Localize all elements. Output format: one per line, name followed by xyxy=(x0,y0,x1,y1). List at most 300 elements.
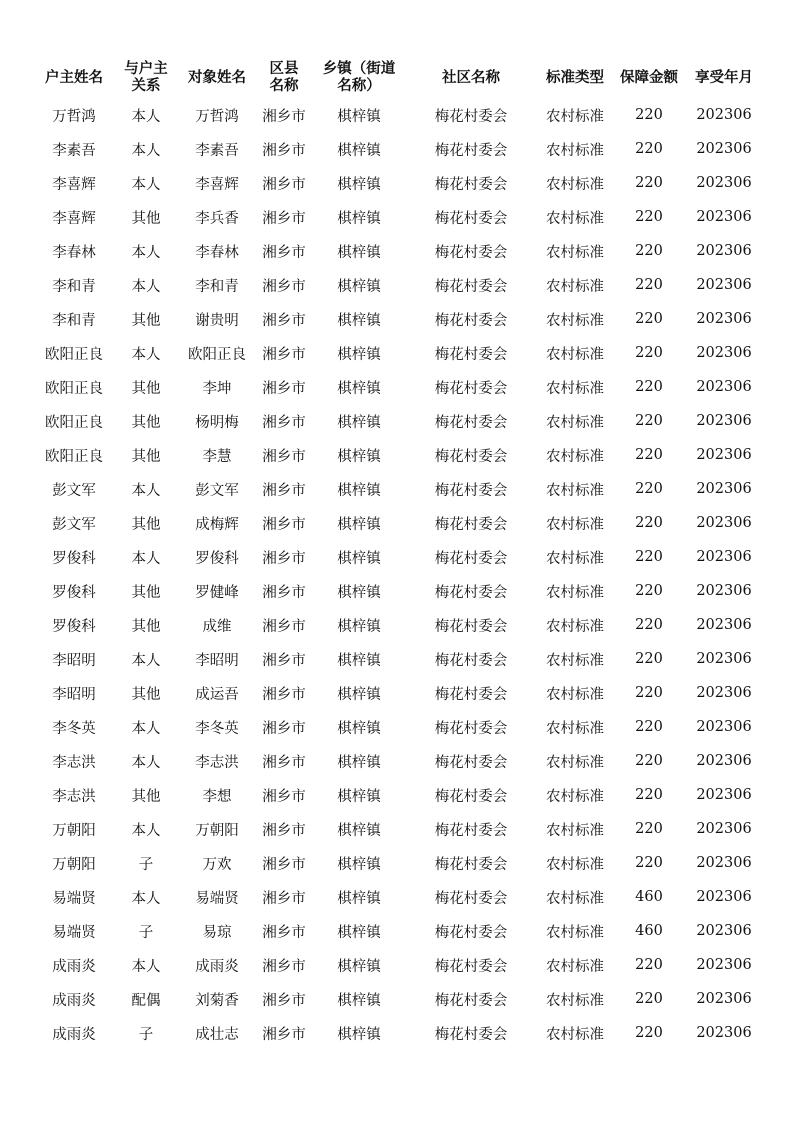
cell-county: 湘乡市 xyxy=(262,924,306,941)
cell-household-head-name: 李素吾 xyxy=(52,142,96,159)
cell-township: 棋梓镇 xyxy=(337,414,381,431)
cell-recipient-name: 易琼 xyxy=(202,924,232,941)
cell-household-head-name: 李喜辉 xyxy=(52,176,96,193)
cell-township: 棋梓镇 xyxy=(337,992,381,1009)
cell-community: 梅花村委会 xyxy=(434,244,508,261)
cell-amount: 220 xyxy=(635,1025,663,1041)
cell-township: 棋梓镇 xyxy=(337,312,381,329)
cell-community: 梅花村委会 xyxy=(434,958,508,975)
cell-standard-type: 农村标准 xyxy=(546,312,604,329)
cell-standard-type: 农村标准 xyxy=(546,1026,604,1043)
cell-county: 湘乡市 xyxy=(262,788,306,805)
cell-recipient-name: 刘菊香 xyxy=(195,992,239,1009)
cell-period: 202306 xyxy=(696,175,752,191)
cell-recipient-name: 李和青 xyxy=(195,278,239,295)
cell-recipient-name: 李昭明 xyxy=(195,652,239,669)
cell-township: 棋梓镇 xyxy=(337,618,381,635)
table-body xyxy=(38,98,760,1050)
cell-community: 梅花村委会 xyxy=(434,720,508,737)
cell-standard-type: 农村标准 xyxy=(546,346,604,363)
cell-community: 梅花村委会 xyxy=(434,584,508,601)
cell-community: 梅花村委会 xyxy=(434,550,508,567)
cell-recipient-name: 成壮志 xyxy=(195,1026,239,1043)
cell-period: 202306 xyxy=(696,651,752,667)
cell-county: 湘乡市 xyxy=(262,278,306,295)
cell-household-head-name: 彭文军 xyxy=(52,482,96,499)
cell-recipient-name: 李慧 xyxy=(202,448,232,465)
cell-county: 湘乡市 xyxy=(262,380,306,397)
cell-township: 棋梓镇 xyxy=(337,720,381,737)
header-county xyxy=(252,58,316,98)
cell-community: 梅花村委会 xyxy=(434,482,508,499)
cell-period: 202306 xyxy=(696,957,752,973)
cell-community: 梅花村委会 xyxy=(434,516,508,533)
cell-township: 棋梓镇 xyxy=(337,346,381,363)
cell-amount: 220 xyxy=(635,277,663,293)
cell-community: 梅花村委会 xyxy=(434,210,508,227)
cell-community: 梅花村委会 xyxy=(434,414,508,431)
header-amount xyxy=(610,58,688,98)
cell-county: 湘乡市 xyxy=(262,210,306,227)
table-row xyxy=(38,948,760,982)
cell-standard-type: 农村标准 xyxy=(546,890,604,907)
cell-community: 梅花村委会 xyxy=(434,142,508,159)
cell-recipient-name: 成维 xyxy=(202,618,232,635)
cell-relationship: 其他 xyxy=(131,210,161,227)
cell-household-head-name: 彭文军 xyxy=(52,516,96,533)
cell-relationship: 其他 xyxy=(131,686,161,703)
cell-county: 湘乡市 xyxy=(262,142,306,159)
cell-period: 202306 xyxy=(696,345,752,361)
cell-period: 202306 xyxy=(696,855,752,871)
cell-recipient-name: 罗健峰 xyxy=(195,584,239,601)
cell-amount: 220 xyxy=(635,481,663,497)
cell-household-head-name: 罗俊科 xyxy=(52,618,96,635)
header-relationship xyxy=(110,58,182,98)
cell-standard-type: 农村标准 xyxy=(546,482,604,499)
header-community-line: 社区名称 xyxy=(442,69,500,86)
cell-household-head-name: 万朝阳 xyxy=(52,822,96,839)
cell-household-head-name: 欧阳正良 xyxy=(45,414,103,431)
cell-period: 202306 xyxy=(696,821,752,837)
table-row xyxy=(38,608,760,642)
cell-period: 202306 xyxy=(696,107,752,123)
cell-amount: 220 xyxy=(635,175,663,191)
cell-county: 湘乡市 xyxy=(262,686,306,703)
cell-relationship: 本人 xyxy=(131,482,161,499)
cell-household-head-name: 李喜辉 xyxy=(52,210,96,227)
cell-amount: 220 xyxy=(635,753,663,769)
cell-period: 202306 xyxy=(696,549,752,565)
cell-township: 棋梓镇 xyxy=(337,584,381,601)
table-row xyxy=(38,132,760,166)
document-page xyxy=(38,58,760,1050)
header-relationship-line: 关系 xyxy=(131,78,161,94)
cell-county: 湘乡市 xyxy=(262,448,306,465)
cell-county: 湘乡市 xyxy=(262,992,306,1009)
table-row xyxy=(38,778,760,812)
table-row xyxy=(38,438,760,472)
cell-recipient-name: 李兵香 xyxy=(195,210,239,227)
cell-standard-type: 农村标准 xyxy=(546,414,604,431)
table-row xyxy=(38,98,760,132)
cell-township: 棋梓镇 xyxy=(337,890,381,907)
cell-community: 梅花村委会 xyxy=(434,618,508,635)
cell-recipient-name: 李春林 xyxy=(195,244,239,261)
cell-county: 湘乡市 xyxy=(262,584,306,601)
cell-period: 202306 xyxy=(696,277,752,293)
header-township xyxy=(316,58,402,98)
cell-recipient-name: 李志洪 xyxy=(195,754,239,771)
cell-recipient-name: 李素吾 xyxy=(195,142,239,159)
cell-amount: 220 xyxy=(635,583,663,599)
cell-township: 棋梓镇 xyxy=(337,1026,381,1043)
cell-recipient-name: 万朝阳 xyxy=(195,822,239,839)
cell-standard-type: 农村标准 xyxy=(546,958,604,975)
cell-township: 棋梓镇 xyxy=(337,448,381,465)
cell-recipient-name: 杨明梅 xyxy=(195,414,239,431)
cell-township: 棋梓镇 xyxy=(337,652,381,669)
cell-county: 湘乡市 xyxy=(262,856,306,873)
cell-township: 棋梓镇 xyxy=(337,958,381,975)
cell-relationship: 本人 xyxy=(131,720,161,737)
cell-township: 棋梓镇 xyxy=(337,516,381,533)
cell-relationship: 其他 xyxy=(131,788,161,805)
cell-standard-type: 农村标准 xyxy=(546,822,604,839)
cell-recipient-name: 李冬英 xyxy=(195,720,239,737)
cell-relationship: 本人 xyxy=(131,958,161,975)
cell-township: 棋梓镇 xyxy=(337,244,381,261)
cell-amount: 220 xyxy=(635,719,663,735)
cell-household-head-name: 万哲鸿 xyxy=(52,108,96,125)
cell-amount: 220 xyxy=(635,379,663,395)
cell-community: 梅花村委会 xyxy=(434,346,508,363)
cell-amount: 220 xyxy=(635,447,663,463)
cell-period: 202306 xyxy=(696,617,752,633)
cell-relationship: 本人 xyxy=(131,890,161,907)
cell-recipient-name: 罗俊科 xyxy=(195,550,239,567)
cell-relationship: 其他 xyxy=(131,584,161,601)
table-row xyxy=(38,846,760,880)
table-row xyxy=(38,710,760,744)
cell-period: 202306 xyxy=(696,787,752,803)
table-row xyxy=(38,574,760,608)
cell-county: 湘乡市 xyxy=(262,108,306,125)
header-recipient-name-line: 对象姓名 xyxy=(188,69,246,86)
cell-township: 棋梓镇 xyxy=(337,380,381,397)
cell-county: 湘乡市 xyxy=(262,720,306,737)
table-row xyxy=(38,812,760,846)
table-row xyxy=(38,234,760,268)
cell-community: 梅花村委会 xyxy=(434,856,508,873)
cell-relationship: 子 xyxy=(138,1026,154,1043)
cell-household-head-name: 李和青 xyxy=(52,278,96,295)
table-row xyxy=(38,642,760,676)
cell-county: 湘乡市 xyxy=(262,176,306,193)
cell-community: 梅花村委会 xyxy=(434,822,508,839)
cell-amount: 220 xyxy=(635,855,663,871)
cell-standard-type: 农村标准 xyxy=(546,584,604,601)
cell-period: 202306 xyxy=(696,311,752,327)
cell-recipient-name: 万哲鸿 xyxy=(195,108,239,125)
cell-township: 棋梓镇 xyxy=(337,924,381,941)
cell-relationship: 本人 xyxy=(131,142,161,159)
cell-household-head-name: 成雨炎 xyxy=(52,992,96,1009)
cell-amount: 220 xyxy=(635,617,663,633)
cell-standard-type: 农村标准 xyxy=(546,992,604,1009)
cell-recipient-name: 欧阳正良 xyxy=(188,346,246,363)
cell-period: 202306 xyxy=(696,991,752,1007)
cell-recipient-name: 彭文军 xyxy=(195,482,239,499)
cell-standard-type: 农村标准 xyxy=(546,516,604,533)
cell-county: 湘乡市 xyxy=(262,652,306,669)
cell-amount: 220 xyxy=(635,141,663,157)
cell-relationship: 本人 xyxy=(131,652,161,669)
cell-period: 202306 xyxy=(696,209,752,225)
cell-township: 棋梓镇 xyxy=(337,822,381,839)
cell-township: 棋梓镇 xyxy=(337,686,381,703)
header-recipient-name xyxy=(182,58,252,98)
cell-household-head-name: 欧阳正良 xyxy=(45,448,103,465)
cell-township: 棋梓镇 xyxy=(337,788,381,805)
cell-standard-type: 农村标准 xyxy=(546,244,604,261)
cell-community: 梅花村委会 xyxy=(434,890,508,907)
header-amount-line: 保障金额 xyxy=(620,69,678,86)
cell-household-head-name: 万朝阳 xyxy=(52,856,96,873)
cell-period: 202306 xyxy=(696,1025,752,1041)
cell-period: 202306 xyxy=(696,719,752,735)
cell-county: 湘乡市 xyxy=(262,754,306,771)
cell-township: 棋梓镇 xyxy=(337,176,381,193)
header-period-line: 享受年月 xyxy=(695,69,753,86)
cell-period: 202306 xyxy=(696,515,752,531)
cell-standard-type: 农村标准 xyxy=(546,142,604,159)
cell-recipient-name: 谢贵明 xyxy=(195,312,239,329)
cell-standard-type: 农村标准 xyxy=(546,550,604,567)
cell-community: 梅花村委会 xyxy=(434,992,508,1009)
cell-county: 湘乡市 xyxy=(262,346,306,363)
table-row xyxy=(38,166,760,200)
table-row xyxy=(38,982,760,1016)
header-period xyxy=(688,58,760,98)
cell-community: 梅花村委会 xyxy=(434,788,508,805)
cell-township: 棋梓镇 xyxy=(337,278,381,295)
cell-period: 202306 xyxy=(696,685,752,701)
header-standard-type-line: 标准类型 xyxy=(546,69,604,86)
header-household-head-name xyxy=(38,58,110,98)
cell-county: 湘乡市 xyxy=(262,822,306,839)
cell-household-head-name: 易端贤 xyxy=(52,890,96,907)
cell-county: 湘乡市 xyxy=(262,958,306,975)
cell-community: 梅花村委会 xyxy=(434,176,508,193)
cell-relationship: 本人 xyxy=(131,754,161,771)
cell-period: 202306 xyxy=(696,889,752,905)
cell-amount: 220 xyxy=(635,243,663,259)
cell-relationship: 其他 xyxy=(131,618,161,635)
header-county-line: 名称 xyxy=(269,78,299,94)
cell-community: 梅花村委会 xyxy=(434,312,508,329)
cell-relationship: 其他 xyxy=(131,516,161,533)
cell-county: 湘乡市 xyxy=(262,890,306,907)
header-row xyxy=(38,58,760,98)
cell-township: 棋梓镇 xyxy=(337,550,381,567)
cell-household-head-name: 成雨炎 xyxy=(52,1026,96,1043)
cell-household-head-name: 欧阳正良 xyxy=(45,380,103,397)
cell-standard-type: 农村标准 xyxy=(546,720,604,737)
header-household-head-name-line: 户主姓名 xyxy=(45,69,103,86)
cell-period: 202306 xyxy=(696,243,752,259)
table-row xyxy=(38,506,760,540)
cell-county: 湘乡市 xyxy=(262,1026,306,1043)
cell-period: 202306 xyxy=(696,141,752,157)
cell-household-head-name: 李冬英 xyxy=(52,720,96,737)
cell-standard-type: 农村标准 xyxy=(546,448,604,465)
cell-relationship: 本人 xyxy=(131,176,161,193)
cell-period: 202306 xyxy=(696,481,752,497)
cell-county: 湘乡市 xyxy=(262,516,306,533)
cell-amount: 460 xyxy=(635,889,663,905)
cell-community: 梅花村委会 xyxy=(434,924,508,941)
cell-community: 梅花村委会 xyxy=(434,652,508,669)
cell-relationship: 本人 xyxy=(131,822,161,839)
cell-community: 梅花村委会 xyxy=(434,278,508,295)
cell-standard-type: 农村标准 xyxy=(546,754,604,771)
cell-relationship: 本人 xyxy=(131,244,161,261)
cell-township: 棋梓镇 xyxy=(337,210,381,227)
cell-standard-type: 农村标准 xyxy=(546,652,604,669)
cell-amount: 220 xyxy=(635,209,663,225)
cell-county: 湘乡市 xyxy=(262,414,306,431)
cell-relationship: 其他 xyxy=(131,448,161,465)
cell-community: 梅花村委会 xyxy=(434,686,508,703)
cell-standard-type: 农村标准 xyxy=(546,108,604,125)
cell-amount: 220 xyxy=(635,345,663,361)
cell-township: 棋梓镇 xyxy=(337,142,381,159)
cell-township: 棋梓镇 xyxy=(337,856,381,873)
cell-amount: 460 xyxy=(635,923,663,939)
table-row xyxy=(38,472,760,506)
cell-amount: 220 xyxy=(635,685,663,701)
cell-relationship: 本人 xyxy=(131,108,161,125)
table-row xyxy=(38,1016,760,1050)
cell-household-head-name: 李春林 xyxy=(52,244,96,261)
cell-township: 棋梓镇 xyxy=(337,108,381,125)
cell-amount: 220 xyxy=(635,821,663,837)
header-relationship-line: 与户主 xyxy=(124,61,168,77)
cell-township: 棋梓镇 xyxy=(337,754,381,771)
cell-amount: 220 xyxy=(635,787,663,803)
cell-standard-type: 农村标准 xyxy=(546,210,604,227)
table-row xyxy=(38,540,760,574)
cell-standard-type: 农村标准 xyxy=(546,924,604,941)
cell-recipient-name: 李喜辉 xyxy=(195,176,239,193)
cell-household-head-name: 李志洪 xyxy=(52,788,96,805)
cell-period: 202306 xyxy=(696,447,752,463)
cell-relationship: 其他 xyxy=(131,312,161,329)
cell-community: 梅花村委会 xyxy=(434,448,508,465)
cell-relationship: 本人 xyxy=(131,346,161,363)
cell-county: 湘乡市 xyxy=(262,312,306,329)
cell-amount: 220 xyxy=(635,413,663,429)
cell-standard-type: 农村标准 xyxy=(546,856,604,873)
cell-period: 202306 xyxy=(696,413,752,429)
table-row xyxy=(38,302,760,336)
cell-household-head-name: 李昭明 xyxy=(52,652,96,669)
cell-amount: 220 xyxy=(635,515,663,531)
table-row xyxy=(38,336,760,370)
cell-period: 202306 xyxy=(696,583,752,599)
cell-period: 202306 xyxy=(696,379,752,395)
cell-amount: 220 xyxy=(635,549,663,565)
header-township-line: 乡镇（街道 xyxy=(322,61,396,77)
cell-recipient-name: 成运吾 xyxy=(195,686,239,703)
cell-standard-type: 农村标准 xyxy=(546,686,604,703)
cell-standard-type: 农村标准 xyxy=(546,788,604,805)
cell-household-head-name: 成雨炎 xyxy=(52,958,96,975)
cell-recipient-name: 成雨炎 xyxy=(195,958,239,975)
cell-amount: 220 xyxy=(635,991,663,1007)
cell-recipient-name: 李想 xyxy=(202,788,232,805)
cell-standard-type: 农村标准 xyxy=(546,380,604,397)
header-community xyxy=(402,58,540,98)
subsidy-table xyxy=(38,58,760,1050)
cell-amount: 220 xyxy=(635,311,663,327)
cell-standard-type: 农村标准 xyxy=(546,618,604,635)
cell-relationship: 其他 xyxy=(131,380,161,397)
cell-amount: 220 xyxy=(635,957,663,973)
cell-relationship: 子 xyxy=(138,924,154,941)
cell-relationship: 配偶 xyxy=(131,992,161,1009)
table-row xyxy=(38,880,760,914)
cell-household-head-name: 罗俊科 xyxy=(52,584,96,601)
cell-household-head-name: 李昭明 xyxy=(52,686,96,703)
cell-county: 湘乡市 xyxy=(262,618,306,635)
table-row xyxy=(38,914,760,948)
cell-household-head-name: 李和青 xyxy=(52,312,96,329)
table-row xyxy=(38,200,760,234)
table-row xyxy=(38,404,760,438)
cell-period: 202306 xyxy=(696,753,752,769)
cell-recipient-name: 成梅辉 xyxy=(195,516,239,533)
cell-amount: 220 xyxy=(635,651,663,667)
cell-household-head-name: 李志洪 xyxy=(52,754,96,771)
cell-relationship: 其他 xyxy=(131,414,161,431)
cell-county: 湘乡市 xyxy=(262,482,306,499)
cell-community: 梅花村委会 xyxy=(434,380,508,397)
cell-community: 梅花村委会 xyxy=(434,108,508,125)
table-row xyxy=(38,676,760,710)
cell-amount: 220 xyxy=(635,107,663,123)
cell-household-head-name: 罗俊科 xyxy=(52,550,96,567)
cell-standard-type: 农村标准 xyxy=(546,278,604,295)
cell-community: 梅花村委会 xyxy=(434,1026,508,1043)
cell-standard-type: 农村标准 xyxy=(546,176,604,193)
cell-relationship: 本人 xyxy=(131,278,161,295)
table-row xyxy=(38,268,760,302)
table-row xyxy=(38,370,760,404)
cell-county: 湘乡市 xyxy=(262,550,306,567)
header-township-line: 名称） xyxy=(337,78,381,94)
header-county-line: 区县 xyxy=(269,61,299,77)
cell-community: 梅花村委会 xyxy=(434,754,508,771)
cell-household-head-name: 欧阳正良 xyxy=(45,346,103,363)
cell-recipient-name: 万欢 xyxy=(202,856,232,873)
cell-period: 202306 xyxy=(696,923,752,939)
table-row xyxy=(38,744,760,778)
cell-relationship: 子 xyxy=(138,856,154,873)
cell-recipient-name: 李坤 xyxy=(202,380,232,397)
cell-household-head-name: 易端贤 xyxy=(52,924,96,941)
